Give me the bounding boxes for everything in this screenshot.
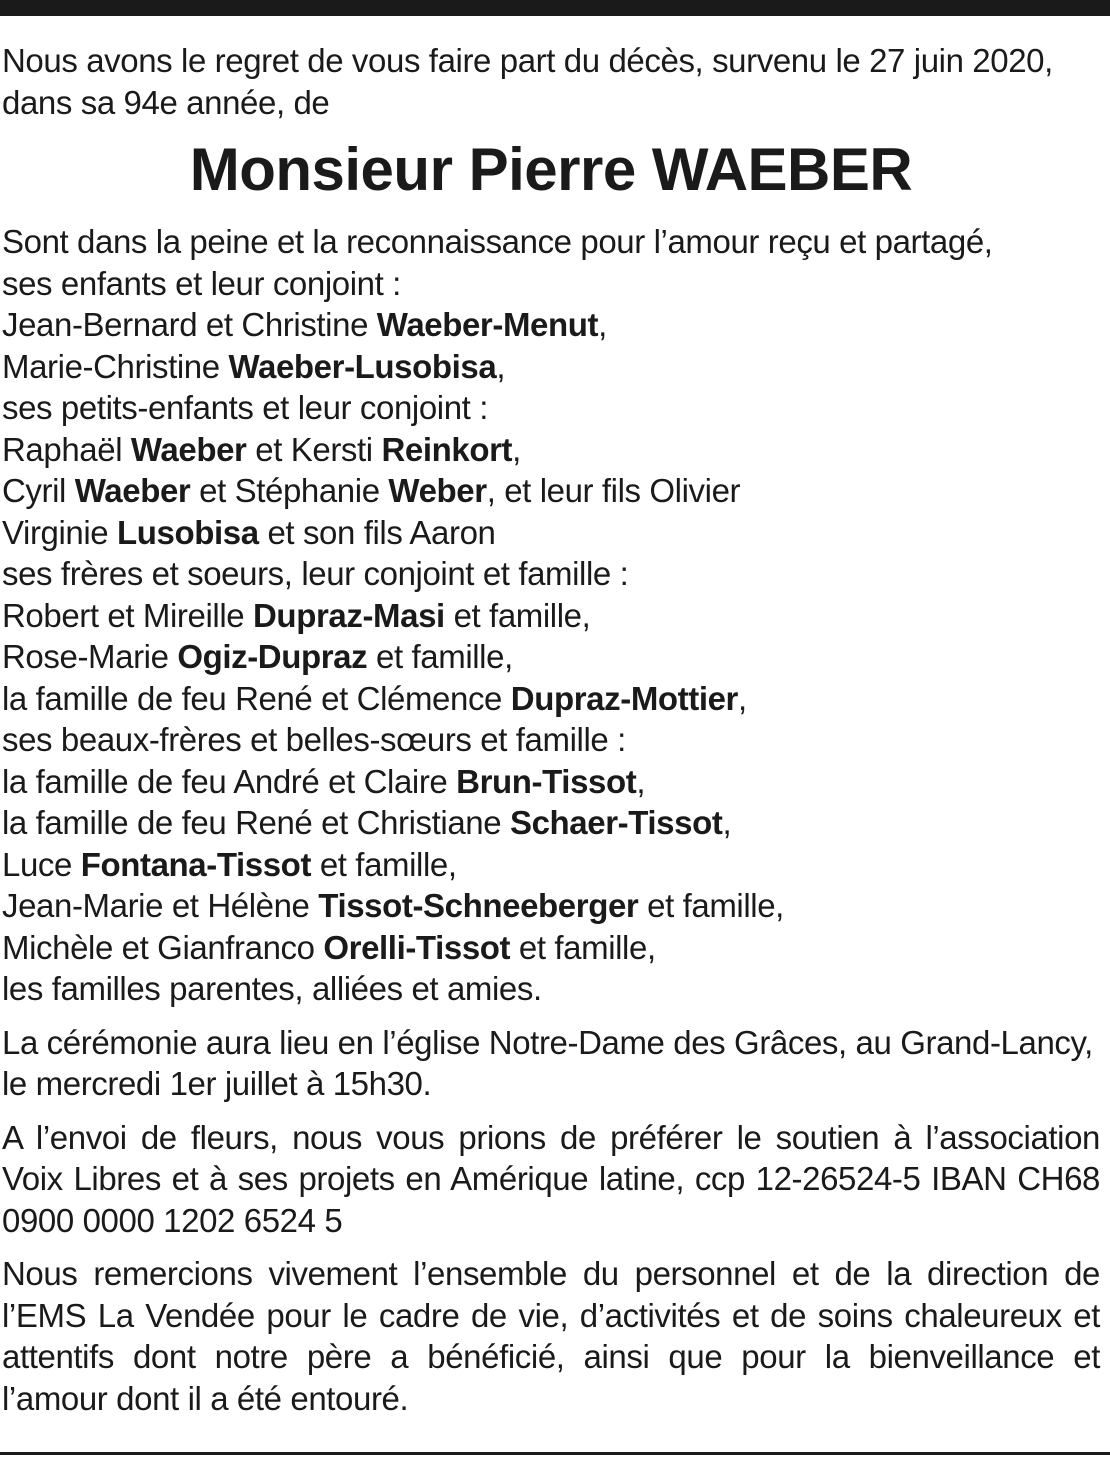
family-text: , — [722, 804, 732, 841]
family-surname: Fontana-Tissot — [80, 845, 312, 883]
family-surname: Waeber — [130, 430, 247, 468]
family-surname: Dupraz-Mottier — [510, 679, 739, 717]
family-text: , et leur fils Olivier — [486, 472, 741, 509]
family-line — [2, 678, 1100, 720]
family-text: les familles parentes, alliées et amies. — [2, 970, 542, 1007]
family-surname: Schaer-Tissot — [509, 804, 723, 841]
family-text: Robert et Mireille — [2, 596, 253, 634]
family-text: ses petits-enfants et leur conjoint : — [2, 389, 488, 426]
family-text: la famille de feu René et Christiane — [2, 804, 510, 841]
obituary-notice — [2, 40, 1100, 1419]
family-text: Marie-Christine — [2, 347, 229, 385]
family-text: , — [636, 762, 646, 800]
family-text: la famille de feu René et Clémence — [2, 679, 511, 717]
family-text: et son fils Aaron — [258, 513, 496, 551]
family-text: , — [512, 430, 521, 468]
family-line — [2, 470, 1100, 512]
family-text: ses beaux-frères et belles-sœurs et famille : — [2, 721, 626, 758]
family-text: Raphaël — [2, 430, 131, 468]
family-line — [2, 761, 1100, 803]
family-text: , — [738, 679, 747, 717]
family-text: , — [598, 306, 607, 343]
thanks-paragraph: Nous remercions vivement l’ensemble du personnel et de la direction de l’EMS La Vendée pour le cadre de vie, d’activités et de soins chaleureux et attentifs dont notre père a bénéficié, ainsi que pour la bienveillance et l’amour dont il a été entouré. — [2, 1255, 1100, 1417]
flowers-paragraph: A l’envoi de fleurs, nous vous prions de préférer le soutien à l’association Voix Libres et à ses projets en Amérique latine, ccp 12-26524-5 IBAN CH68 0900 0000 1202 6524 5 — [2, 1118, 1100, 1239]
family-line — [2, 304, 1100, 346]
family-text: et famille, — [311, 845, 457, 883]
family-line — [2, 429, 1100, 471]
family-surname: Waeber-Menut — [376, 306, 599, 343]
family-text: et famille, — [638, 887, 784, 924]
family-surname: Waeber-Lusobisa — [228, 347, 497, 385]
family-surname: Lusobisa — [117, 513, 259, 551]
family-line — [2, 346, 1100, 388]
family-text: et famille, — [444, 596, 591, 634]
family-text: et Kersti — [246, 430, 382, 468]
family-surname: Orelli-Tissot — [323, 928, 511, 966]
family-line — [2, 636, 1100, 678]
family-text: ses frères et soeurs, leur conjoint et famille : — [2, 555, 629, 592]
family-line — [2, 387, 1100, 429]
family-text: Virginie — [2, 513, 118, 551]
family-text: , — [496, 347, 506, 385]
top-border-rule — [0, 0, 1110, 16]
family-text: et famille, — [510, 928, 656, 966]
family-text: la famille de feu André et Claire — [2, 762, 457, 800]
family-surname: Brun-Tissot — [456, 762, 637, 800]
family-surname: Reinkort — [381, 430, 513, 468]
family-line — [2, 844, 1100, 886]
ceremony-paragraph: La cérémonie aura lieu en l’église Notre-Dame des Grâces, au Grand-Lancy, le mercredi 1er juillet à 15h30. — [2, 1023, 1093, 1102]
family-line — [2, 968, 1100, 1010]
family-line — [2, 221, 1100, 263]
family-text: ses enfants et leur conjoint : — [2, 264, 401, 302]
family-text: et Stéphanie — [190, 472, 389, 509]
family-line — [2, 595, 1100, 637]
family-text: Cyril — [2, 472, 75, 509]
family-line — [2, 263, 1100, 305]
family-surname: Tissot-Schneeberger — [318, 887, 639, 924]
family-line — [2, 512, 1100, 554]
family-line — [2, 719, 1100, 761]
family-line — [2, 802, 1100, 844]
intro-paragraph: Nous avons le regret de vous faire part du décès, survenu le 27 juin 2020, dans sa 94e année, de — [2, 42, 1053, 121]
family-line — [2, 927, 1100, 969]
family-surname: Dupraz-Masi — [253, 596, 445, 634]
family-text: Michèle et Gianfranco — [2, 928, 324, 966]
family-text: Rose-Marie — [2, 638, 178, 675]
family-surname: Waeber — [74, 472, 191, 509]
family-surname: Ogiz-Dupraz — [177, 638, 368, 675]
family-text: Jean-Marie et Hélène — [2, 887, 319, 924]
family-text: Sont dans la peine et la reconnaissance pour l’amour reçu et partagé, — [2, 223, 993, 260]
family-text: Luce — [2, 845, 81, 883]
family-line — [2, 885, 1100, 927]
family-text: et famille, — [367, 638, 513, 675]
deceased-name-title: Monsieur Pierre WAEBER — [189, 136, 913, 203]
family-line — [2, 553, 1100, 595]
family-list — [2, 221, 1100, 1010]
bottom-border-rule — [0, 1452, 1110, 1455]
family-surname: Weber — [388, 472, 487, 509]
family-text: Jean-Bernard et Christine — [2, 306, 377, 343]
